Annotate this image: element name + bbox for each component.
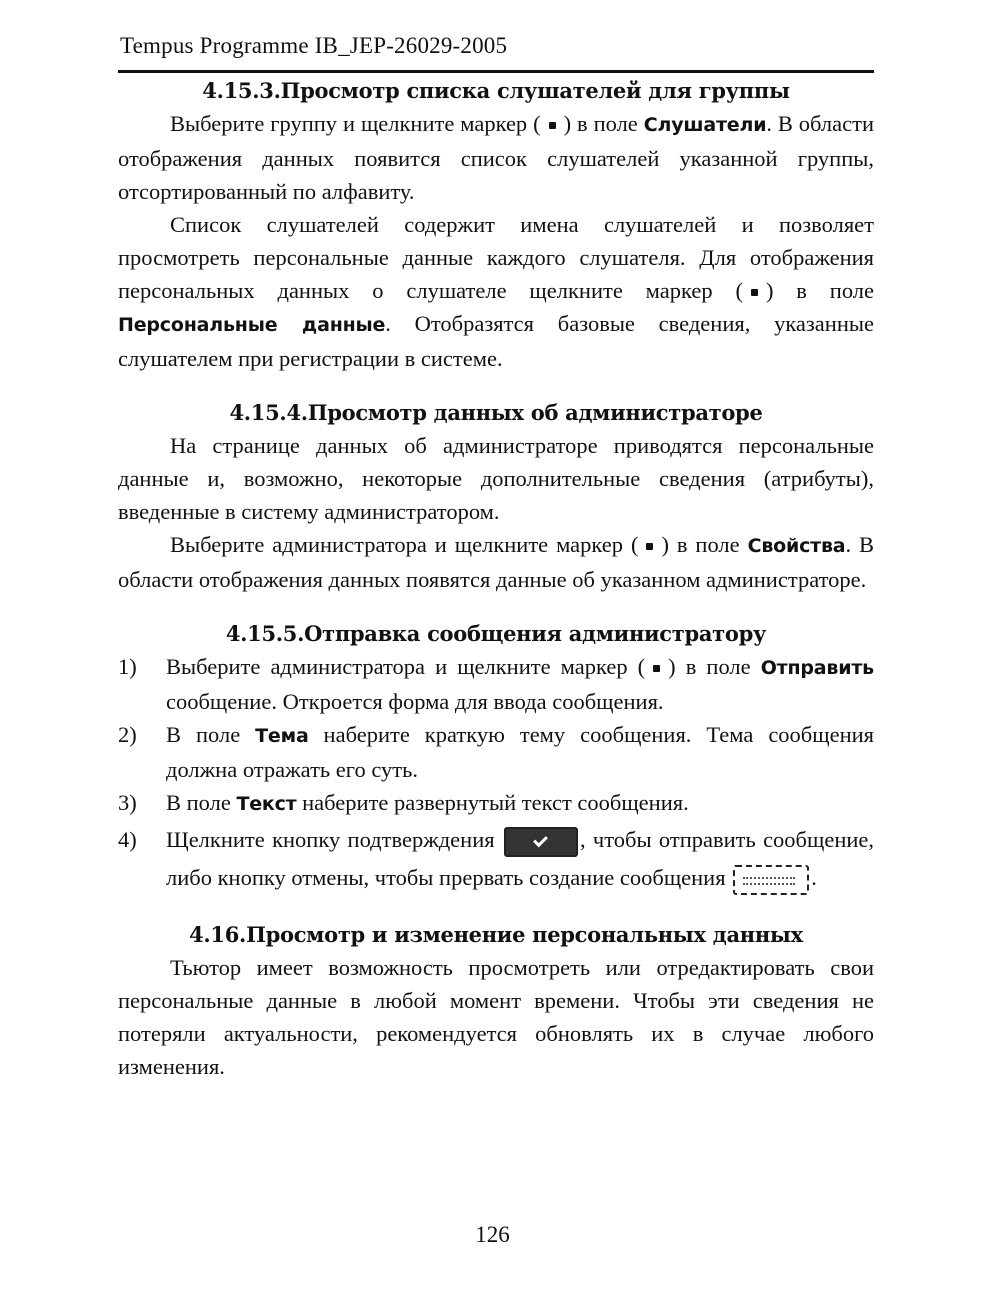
header-rule [118, 70, 874, 73]
running-header: Tempus Programme IB_JEP-26029-2005 [120, 33, 508, 58]
list-number: 1) [118, 654, 137, 679]
section-4-15-4-title: 4.15.4.Просмотр данных об администраторе [229, 400, 763, 425]
section-4-15-3-title: 4.15.3.Просмотр списка слушателей для группы [202, 78, 790, 103]
text-run: Выберите администратора и щелкните маркер ( [166, 654, 646, 679]
list-item [118, 650, 874, 718]
text-run: . Отобразятся базовые сведения, указанные слушателем при регистрации в системе. [118, 311, 874, 371]
page-number: 126 [475, 1222, 510, 1247]
section-4-15-3-paragraph-2 [118, 208, 874, 375]
list-number: 2) [118, 722, 137, 747]
text-run: В поле [166, 790, 231, 815]
text-run: наберите краткую тему сообщения. Тема сообщения должна отражать его суть. [166, 722, 875, 782]
text-run: . [811, 865, 817, 890]
cancel-button-icon [733, 865, 809, 895]
confirm-button-icon [504, 827, 578, 857]
text-run: Выберите администратора и щелкните маркер ( [170, 532, 639, 557]
page-content [118, 28, 874, 1083]
text-run: , чтобы отправить сообщение, либо кнопку отмены, чтобы прервать создание сообщения [166, 827, 875, 890]
marker-icon [646, 543, 653, 550]
text-run: ) в поле [661, 532, 740, 557]
marker-icon [751, 289, 758, 296]
text-run: В поле [166, 722, 241, 747]
text-run: ) в поле [668, 654, 751, 679]
term-properties: Свойства [747, 535, 846, 557]
steps-list [118, 650, 874, 897]
text-run: сообщение. Откроется форма для ввода сообщения. [166, 689, 664, 714]
section-4-15-4-paragraph-2 [118, 528, 874, 596]
marker-icon [653, 665, 660, 672]
text-run: . В области отображения данных появится список слушателей указанной группы, отсортированный по алфавиту. [118, 111, 875, 204]
marker-icon [549, 122, 556, 129]
term-subject: Тема [255, 725, 309, 747]
text-run: Щелкните кнопку подтверждения [166, 827, 495, 852]
text-run: ) в поле [563, 111, 638, 136]
list-number: 4) [118, 827, 137, 852]
list-item [118, 718, 874, 786]
section-4-15-3-paragraph-1 [118, 107, 874, 208]
text-run: Выберите группу и щелкните маркер ( [170, 111, 541, 136]
term-text: Текст [236, 793, 297, 815]
text-run: Список слушателей содержит имена слушателей и позволяет просмотреть персональные данные каждого слушателя. Для отображения персональных данных о слушателе щелкните маркер ( [118, 212, 874, 303]
section-4-15-5-title: 4.15.5.Отправка сообщения администратору [225, 621, 767, 646]
term-personal-data: Персональные данные [118, 314, 386, 336]
list-item [118, 786, 874, 821]
list-item [118, 821, 874, 897]
list-number: 3) [118, 790, 137, 815]
text-run: ) в поле [765, 278, 874, 303]
section-4-16-paragraph-1: Тьютор имеет возможность просмотреть или отредактировать свои персональные данные в любой момент времени. Чтобы эти сведения не потеряли актуальности, рекомендуется обновлять их в случае любого изменения. [118, 955, 874, 1079]
term-send: Отправить [760, 657, 874, 679]
term-listeners: Слушатели [643, 114, 767, 136]
text-run: наберите развернутый текст сообщения. [296, 790, 689, 815]
text-run: . В области отображения данных появятся данные об указанном администраторе. [118, 532, 875, 592]
section-4-16-title: 4.16.Просмотр и изменение персональных данных [189, 922, 803, 947]
section-4-15-4-paragraph-1: На странице данных об администраторе приводятся персональные данные и, возможно, некоторые дополнительные сведения (атрибуты), введенные в систему администратором. [118, 433, 874, 524]
